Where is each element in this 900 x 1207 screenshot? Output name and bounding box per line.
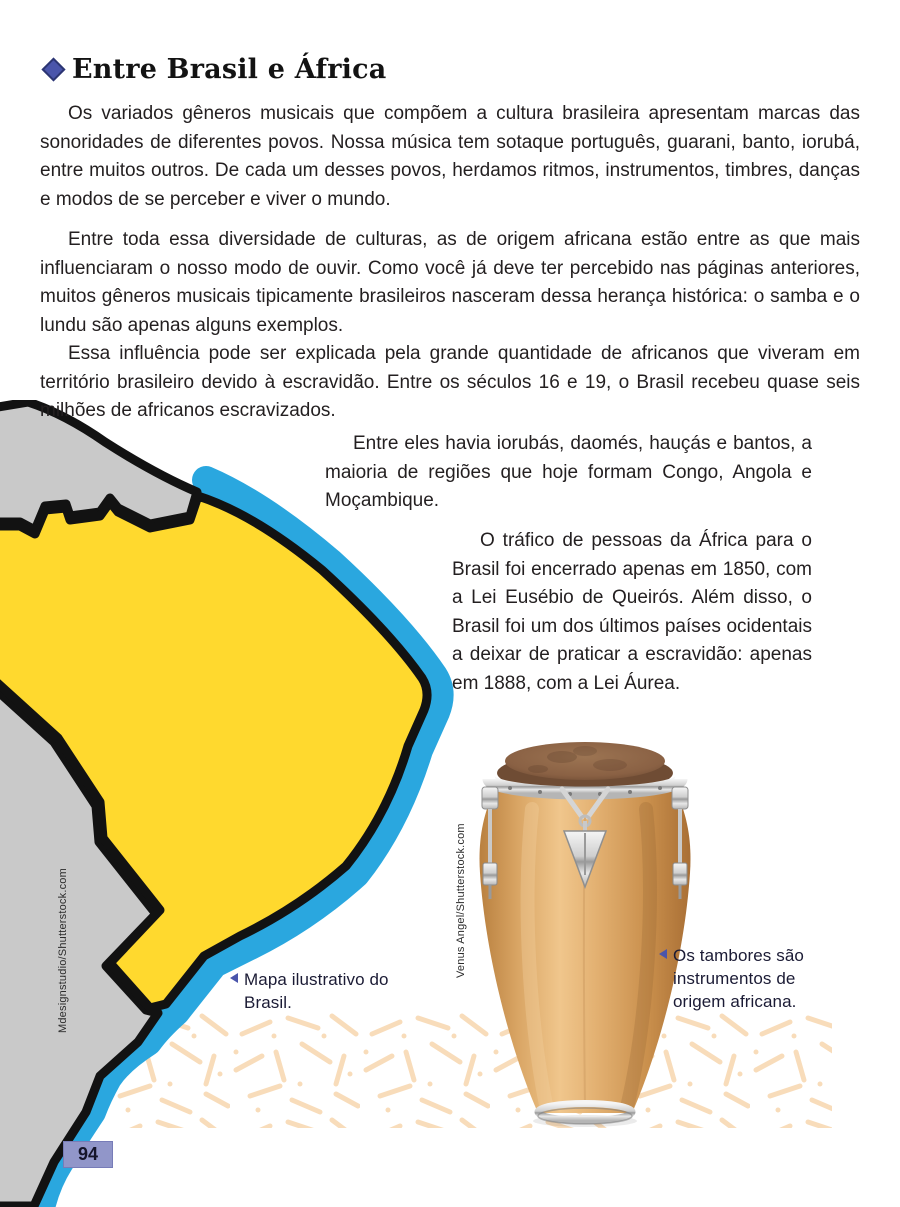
paragraph-3: Essa influência pode ser explicada pela grande quantidade de africanos que viveram em território brasileiro devido à escravidão. Entre os séculos 16 e 19, o Brasil recebeu quase seis milhões de africanos escravizados.	[40, 343, 860, 421]
page-title: Entre Brasil e África	[72, 54, 387, 85]
brazil-map-illustration	[0, 400, 460, 1207]
map-photo-credit: Mdesignstudio/Shutterstock.com	[57, 868, 69, 1033]
map-caption	[230, 968, 402, 1014]
paragraph-2: Entre toda essa diversidade de culturas, as de origem africana estão entre as que mais influenciaram o nosso modo de ouvir. Como você já deve ter percebido nas páginas anteriores, muitos gêneros musicais tipicamente brasileiros nasceram dessa herança histórica: o samba e o lundu são apenas alguns exemplos.	[40, 229, 860, 336]
paragraph-5: O tráfico de pessoas da África para o Brasil foi encerrado apenas em 1850, com a Lei Eusébio de Queirós. Além disso, o Brasil foi um dos últimos países ocidentais a deixar de praticar a escravidão: apenas em 1888, com a Lei Áurea.	[452, 530, 812, 694]
map-caption-text: Mapa ilustrativo do Brasil.	[244, 970, 389, 1012]
paragraph-4: Entre eles havia iorubás, daomés, hauçás e bantos, a maioria de regiões que hoje formam Congo, Angola e Moçambique.	[325, 433, 812, 511]
conga-drum-photo	[470, 725, 700, 1130]
drum-caption	[659, 944, 831, 1013]
caption-arrow-icon	[659, 949, 667, 959]
drum-caption-text: Os tambores são instrumentos de origem africana.	[673, 946, 804, 1011]
page-number-badge: 94	[63, 1141, 113, 1168]
drum-photo-credit: Venus Angel/Shutterstock.com	[455, 823, 467, 978]
caption-arrow-icon	[230, 973, 238, 983]
section-heading	[45, 54, 386, 85]
diamond-bullet-icon	[41, 57, 65, 81]
paragraph-1: Os variados gêneros musicais que compõem a cultura brasileira apresentam marcas das sonoridades de diferentes povos. Nossa música tem sotaque português, guarani, banto, iorubá, entre muitos outros. De cada um desses povos, herdamos ritmos, instrumentos, timbres, danças e modos de se perceber e viver o mundo.	[40, 103, 860, 210]
